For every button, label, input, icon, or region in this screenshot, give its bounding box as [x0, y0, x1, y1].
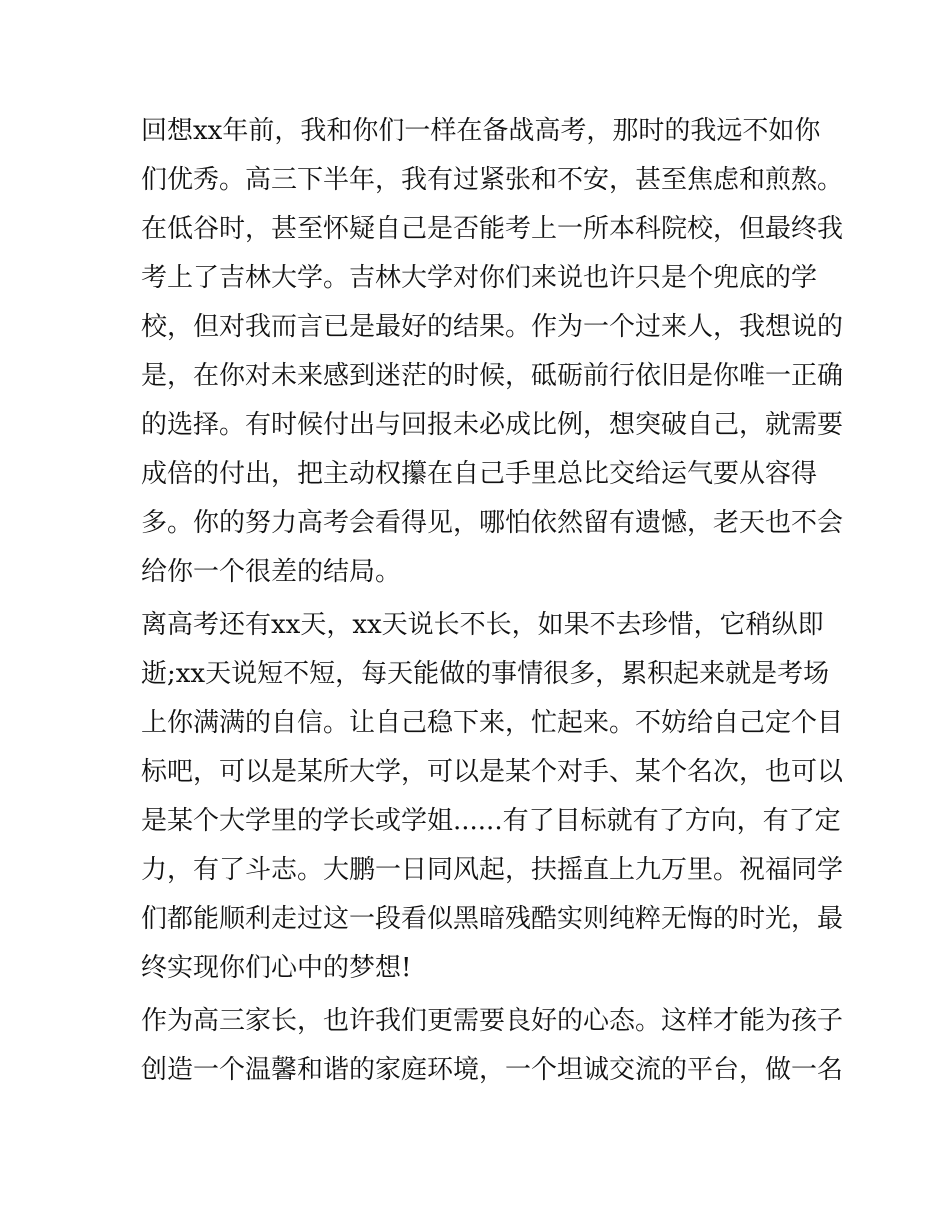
- text-line: 的选择。有时候付出与回报未必成比例，想突破自己，就需要: [141, 410, 844, 440]
- paragraph-1: [141, 107, 844, 597]
- text-line: 作为高三家长，也许我们更需要良好的心态。这样才能为孩子: [141, 1006, 844, 1036]
- text-line: 考上了吉林大学。吉林大学对你们来说也许只是个兜底的学: [141, 263, 818, 293]
- text-line: 逝;xx天说短不短，每天能做的事情很多，累积起来就是考场: [141, 659, 830, 689]
- text-line: 终实现你们心中的梦想!: [141, 953, 412, 983]
- text-line: 回想xx年前，我和你们一样在备战高考，那时的我远不如你: [141, 116, 821, 146]
- text-line: 是某个大学里的学长或学姐......有了目标就有了方向，有了定: [141, 806, 841, 836]
- paragraph-3: [141, 997, 844, 1095]
- text-line: 校，但对我而言已是最好的结果。作为一个过来人，我想说的: [141, 312, 844, 342]
- text-line: 给你一个很差的结局。: [141, 557, 402, 587]
- text-line: 成倍的付出，把主动权攥在自己手里总比交给运气要从容得: [141, 459, 818, 489]
- text-line: 上你满满的自信。让自己稳下来，忙起来。不妨给自己定个目: [141, 708, 844, 738]
- text-line: 们都能顺利走过这一段看似黑暗残酷实则纯粹无悔的时光，最: [141, 904, 844, 934]
- text-line: 力，有了斗志。大鹏一日同风起，扶摇直上九万里。祝福同学: [141, 855, 844, 885]
- text-line: 标吧，可以是某所大学，可以是某个对手、某个名次，也可以: [141, 757, 844, 787]
- body-text: [141, 107, 844, 1095]
- text-line: 是，在你对未来感到迷茫的时候，砥砺前行依旧是你唯一正确: [141, 361, 844, 391]
- text-line: 多。你的努力高考会看得见，哪怕依然留有遗憾，老天也不会: [141, 508, 844, 538]
- text-line: 创造一个温馨和谐的家庭环境，一个坦诚交流的平台，做一名: [141, 1055, 844, 1085]
- paragraph-2: [141, 601, 844, 993]
- text-line: 离高考还有xx天，xx天说长不长，如果不去珍惜，它稍纵即: [141, 610, 824, 640]
- text-line: 们优秀。高三下半年，我有过紧张和不安，甚至焦虑和煎熬。: [141, 165, 844, 195]
- text-line: 在低谷时，甚至怀疑自己是否能考上一所本科院校，但最终我: [141, 214, 844, 244]
